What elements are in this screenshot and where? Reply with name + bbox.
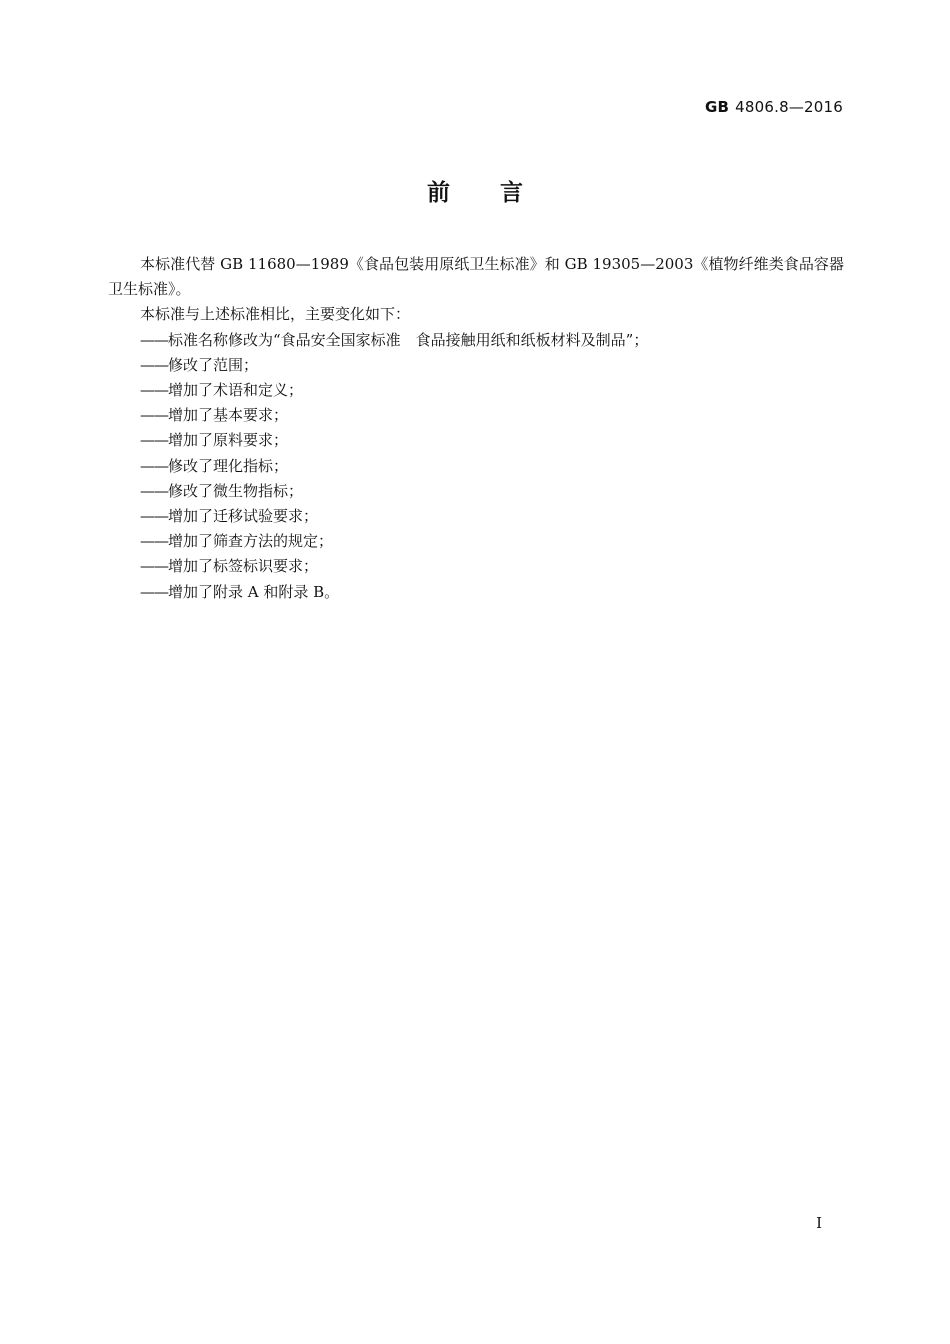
dash-marker: —— xyxy=(140,355,168,374)
dash-marker: —— xyxy=(140,532,168,551)
standard-code-header xyxy=(705,98,843,116)
list-item xyxy=(108,378,844,403)
standard-prefix: GB xyxy=(704,98,730,116)
list-item xyxy=(108,428,844,453)
list-item xyxy=(108,580,844,605)
list-item-text: 增加了基本要求； xyxy=(168,406,289,425)
page-number: I xyxy=(816,1214,822,1232)
dash-marker: —— xyxy=(140,557,168,576)
list-item-text: 增加了原料要求； xyxy=(168,431,289,450)
dash-marker: —— xyxy=(140,381,168,400)
list-item xyxy=(108,454,844,479)
page-title: 前言 xyxy=(427,180,573,206)
standard-number: 4806.8—2016 xyxy=(735,98,843,116)
list-item-text: 修改了理化指标； xyxy=(168,456,289,475)
list-item xyxy=(108,529,844,554)
changes-intro-paragraph: 本标准与上述标准相比，主要变化如下： xyxy=(140,305,411,324)
list-item-text: 增加了附录 A 和附录 B。 xyxy=(168,582,340,601)
dash-marker: —— xyxy=(140,582,168,601)
list-item xyxy=(108,554,844,579)
list-item-text: 增加了筛查方法的规定； xyxy=(168,532,334,551)
list-item-text: 增加了术语和定义； xyxy=(168,381,304,400)
list-item-text: 修改了微生物指标； xyxy=(168,481,304,500)
dash-marker: —— xyxy=(140,456,168,475)
list-item xyxy=(108,403,844,428)
list-item xyxy=(108,328,844,353)
dash-marker: —— xyxy=(140,481,168,500)
list-item-text: 增加了迁移试验要求； xyxy=(168,507,319,526)
list-item-text: 标准名称修改为“食品安全国家标准 食品接触用纸和纸板材料及制品”； xyxy=(168,330,649,349)
changes-list xyxy=(108,328,844,605)
list-item xyxy=(108,504,844,529)
list-item-text: 修改了范围； xyxy=(168,355,259,374)
dash-marker: —— xyxy=(140,431,168,450)
dash-marker: —— xyxy=(140,330,168,349)
dash-marker: —— xyxy=(140,406,168,425)
list-item xyxy=(108,479,844,504)
list-item xyxy=(108,353,844,378)
list-item-text: 增加了标签标识要求； xyxy=(168,557,319,576)
foreword-body xyxy=(108,252,844,605)
replacement-paragraph: 本标准代替 GB 11680—1989《食品包装用原纸卫生标准》和 GB 19305—2003《植物纤维类食品容器卫生标准》。 xyxy=(108,255,844,299)
dash-marker: —— xyxy=(140,507,168,526)
